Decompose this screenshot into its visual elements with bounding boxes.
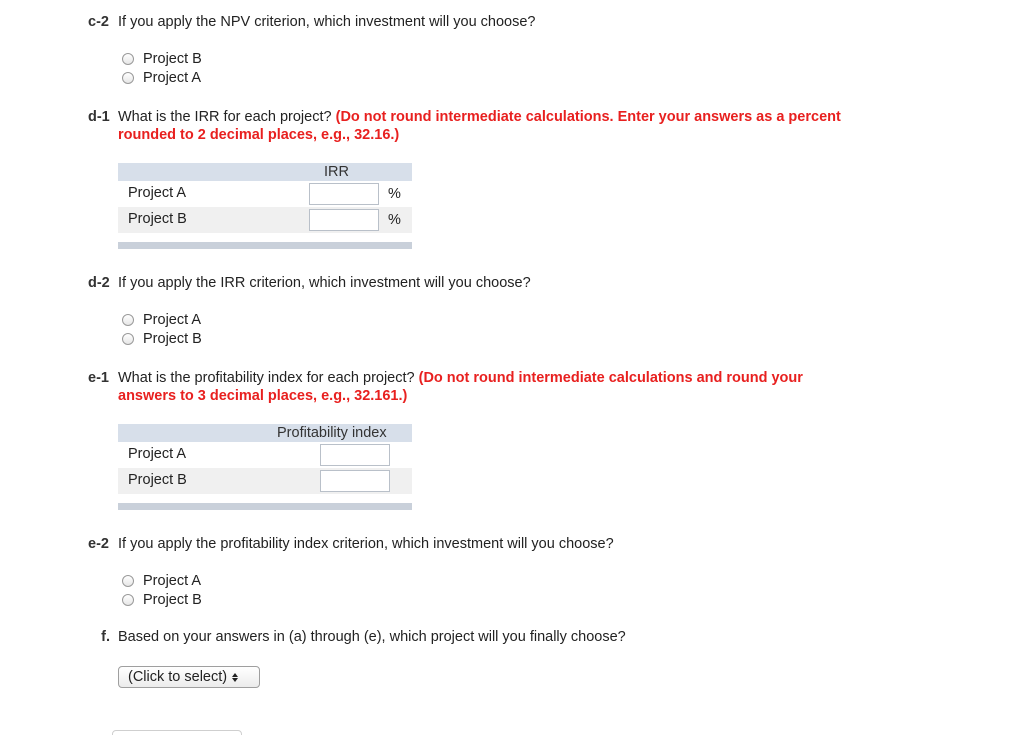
question-text: Based on your answers in (a) through (e), which project will you finally choose? [118,629,626,645]
radio-option[interactable] [122,330,202,350]
radio-option[interactable] [122,310,202,330]
question-instruction: (Do not round intermediate calculations. Enter your answers as a percent rounded to 2 decimal places, e.g., 32.16.) [118,109,841,143]
column-header-irr: IRR [324,164,349,180]
partial-button[interactable] [112,730,242,735]
question-text: What is the IRR for each project? [118,109,332,125]
radio-label: Project A [143,311,202,328]
updown-arrows-icon [232,673,238,682]
profitability-grid [118,424,412,510]
radio-button[interactable] [122,333,134,345]
irr-input-project-b[interactable] [309,209,379,231]
grid-row [118,207,412,233]
question-number: d-2 [88,275,110,291]
radio-group-e2 [122,571,202,610]
pi-input-project-a[interactable] [320,444,390,466]
question-text: If you apply the IRR criterion, which investment will you choose? [118,275,531,291]
grid-row [118,442,412,468]
grid-footer [118,503,412,510]
question-number: f. [101,629,110,645]
question-number: e-1 [88,370,109,386]
radio-label: Project B [143,50,202,67]
row-label: Project B [128,472,187,488]
grid-row [118,468,412,494]
question-number: c-2 [88,14,109,30]
percent-unit: % [388,212,401,228]
irr-grid [118,163,412,249]
question-text: If you apply the profitability index criterion, which investment will you choose? [118,536,614,552]
radio-button[interactable] [122,72,134,84]
select-value: (Click to select) [128,669,228,685]
grid-row [118,181,412,207]
question-e2 [88,535,848,553]
radio-button[interactable] [122,53,134,65]
radio-button[interactable] [122,575,134,587]
radio-option[interactable] [122,591,202,611]
question-instruction: (Do not round intermediate calculations and round your answers to 3 decimal places, e.g., 32.161.) [118,370,803,404]
pi-input-project-b[interactable] [320,470,390,492]
irr-input-project-a[interactable] [309,183,379,205]
grid-footer [118,242,412,249]
row-label: Project A [128,185,187,201]
radio-option[interactable] [122,49,202,69]
radio-label: Project A [143,70,202,87]
radio-option[interactable] [122,69,202,89]
question-d2 [88,274,848,292]
percent-unit: % [388,186,401,202]
question-d1 [88,108,848,143]
question-c2 [88,13,848,31]
question-text: What is the profitability index for each project? [118,370,415,386]
radio-label: Project B [143,592,202,609]
radio-label: Project B [143,331,202,348]
question-e1 [88,369,848,404]
radio-button[interactable] [122,314,134,326]
column-header-profitability-index: Profitability index [277,425,387,441]
radio-option[interactable] [122,571,202,591]
question-number: d-1 [88,109,110,125]
radio-group-d2 [122,310,202,349]
grid-header [118,163,412,181]
row-label: Project B [128,211,187,227]
row-label: Project A [128,446,187,462]
radio-group-c2 [122,49,202,88]
final-choice-select[interactable] [118,666,260,688]
question-f [88,628,848,646]
question-number: e-2 [88,536,109,552]
grid-header [118,424,412,442]
radio-button[interactable] [122,594,134,606]
question-text: If you apply the NPV criterion, which investment will you choose? [118,14,536,30]
radio-label: Project A [143,572,202,589]
